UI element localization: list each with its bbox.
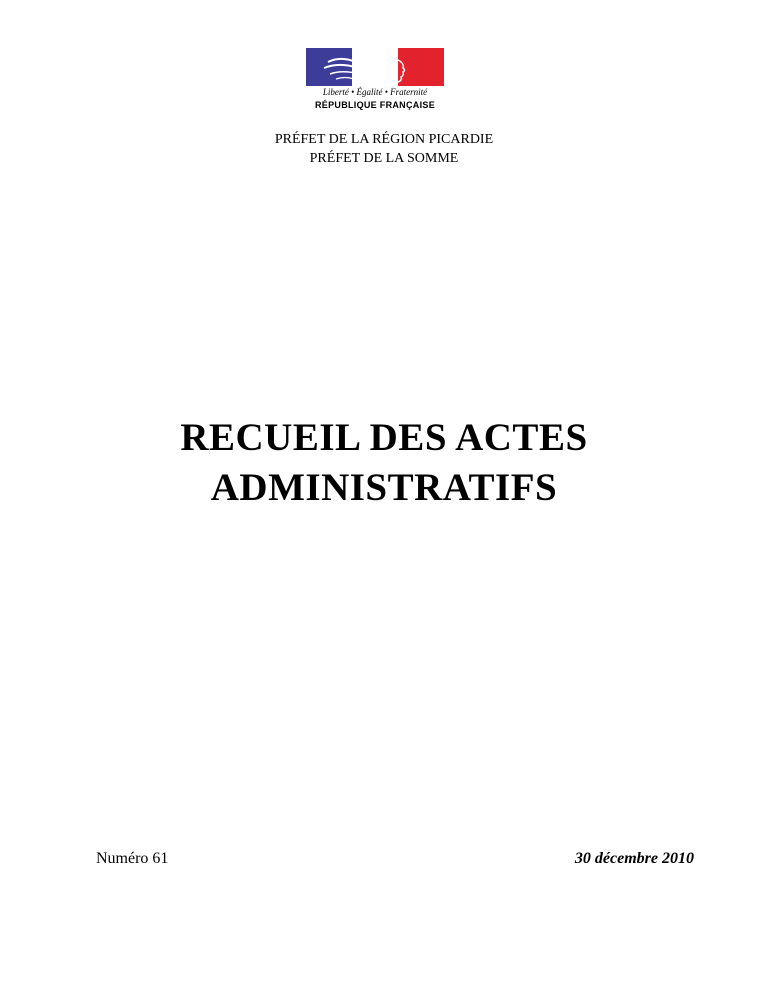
- marianne-logo: [306, 48, 444, 112]
- logo-motto: Liberté • Égalité • Fraternité: [322, 87, 428, 97]
- issue-date: 30 décembre 2010: [574, 850, 694, 867]
- logo-republic: RÉPUBLIQUE FRANÇAISE: [314, 100, 435, 110]
- issue-number: Numéro 61: [96, 850, 169, 867]
- document-title-line2: ADMINISTRATIFS: [210, 466, 558, 509]
- header-prefet-region: PRÉFET DE LA RÉGION PICARDIE: [274, 132, 494, 147]
- header-prefet-somme: PRÉFET DE LA SOMME: [309, 151, 459, 166]
- flag-marianne-icon: [306, 48, 444, 86]
- document-title-line1: RECUEIL DES ACTES: [180, 416, 588, 459]
